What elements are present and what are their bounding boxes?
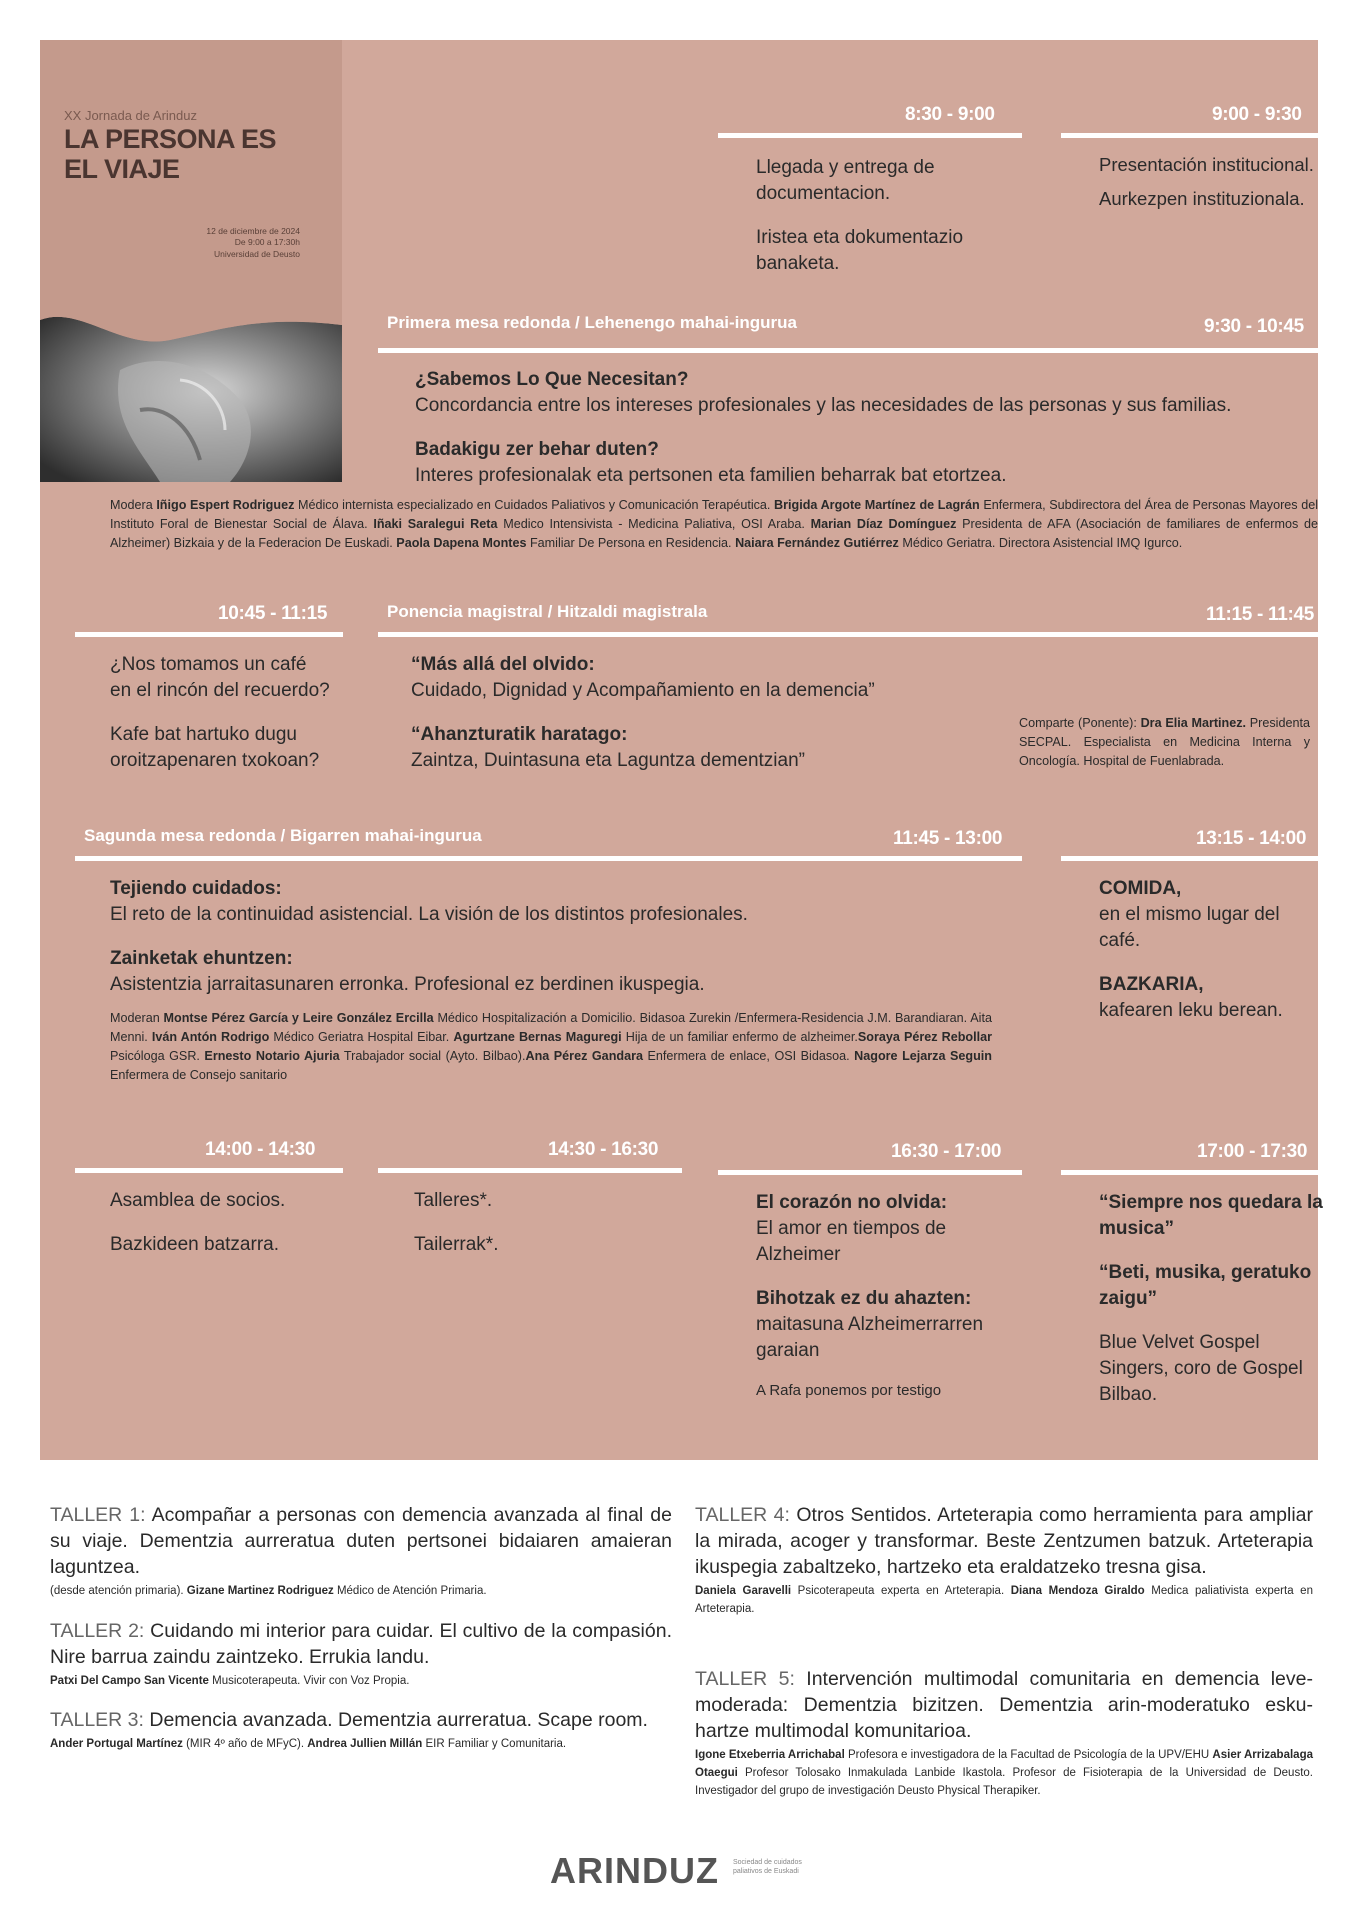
cover-kicker: XX Jornada de Arinduz <box>64 108 197 123</box>
s2-eu: Aurkezpen instituzionala. <box>1099 188 1305 209</box>
time-s10: 16:30 - 17:00 <box>891 1141 1002 1162</box>
s9-body: Talleres*. Tailerrak*. <box>414 1190 499 1255</box>
participant-role: Familiar De Persona en Residencia. <box>526 536 736 550</box>
s5-header: Ponencia magistral / Hitzaldi magistrala <box>387 602 708 621</box>
s3-desc-es: Concordancia entre los intereses profesionales y las necesidades de las personas y sus familias. <box>415 395 1232 416</box>
divider-s10 <box>718 1170 1022 1175</box>
cover-meta: 12 de diciembre de 2024 De 9:00 a 17:30h Universidad de Deusto <box>206 226 300 259</box>
participant-role: Enfermera, Subdirectora del Área de Personas Mayores del Instituto Foral de Bienestar Social de Álava. <box>110 498 1318 531</box>
cover-card <box>40 40 342 482</box>
participant-role: Enfermera de Consejo sanitario <box>110 1068 288 1082</box>
participant-role: Trabajador social (Ayto. Bilbao). <box>339 1049 526 1063</box>
participant-role: Médico Geriatra Hospital Eibar. <box>269 1030 454 1044</box>
divider-s1 <box>718 133 1022 138</box>
participant-name: Ana Pérez Gandara <box>525 1049 643 1063</box>
participant-prefix: Modera <box>110 498 157 512</box>
time-s8: 14:00 - 14:30 <box>205 1139 316 1160</box>
s3-desc-eu: Interes profesionalak eta pertsonen eta familien beharrak bat etortzea. <box>415 465 1007 486</box>
divider-s4 <box>75 632 343 637</box>
participant-name: Soraya Pérez Rebollar <box>857 1030 992 1044</box>
s1-eu: Iristea eta dokumentazio banaketa. <box>756 227 964 274</box>
s8-body: Asamblea de socios. Bazkideen batzarra. <box>110 1190 286 1255</box>
divider-s11 <box>1061 1170 1318 1175</box>
participant-name: Agurtzane Bernas Maguregi <box>453 1030 622 1044</box>
time-s3: 9:30 - 10:45 <box>1204 316 1304 337</box>
participant-role: Médico Hospitalización a Domicilio. Bidasoa Zurekin /Enfermera-Residencia J.M. Barandiaran. Aita Menni. <box>110 1011 992 1044</box>
participant-name: Nagore Lejarza Seguin <box>854 1049 992 1063</box>
s11-body: “Siempre nos quedara la musica” “Beti, musika, geratuko zaigu” Blue Velvet Gospel Singers, coro de Gospel Bilbao. <box>1099 1192 1323 1405</box>
participant-role: Hija de un familiar enfermo de alzheimer. <box>621 1030 858 1044</box>
taller-4: TALLER 4: Otros Sentidos. Arteterapia como herramienta para ampliar la mirada, acoger y transformar. Beste Zentzumen batzuk. Arteterapia ikuspegia zabaltzeko, hartzeko eta eraldatzeko tresna gisa. Daniela Garavelli Psicoterapeuta experta en Arteterapia. Diana Mendoza Giraldo Medica paliativista experta en Arteterapia. <box>695 1504 1313 1615</box>
s10-body: El corazón no olvida: El amor en tiempos de Alzheimer Bihotzak ez du ahazten: maitasuna Alzheimerrarren garaian A Rafa ponemos por testigo <box>756 1192 984 1399</box>
participant-name: Ernesto Notario Ajuria <box>204 1049 340 1063</box>
participant-role: Médico internista especializado en Cuidados Paliativos y Comunicación Terapéutica. <box>294 498 775 512</box>
time-s1: 8:30 - 9:00 <box>905 104 995 125</box>
taller-1: TALLER 1: Acompañar a personas con demencia avanzada al final de su viaje. Dementzia aurreratua duten pertsonei bidaiaren amaieran laguntzea. (desde atención primaria). Gizane Martinez Rodriguez Médico de Atención Primaria. <box>50 1504 672 1597</box>
participant-name: Montse Pérez García y Leire González Ercilla <box>163 1011 434 1025</box>
time-s7: 13:15 - 14:00 <box>1196 828 1307 849</box>
taller-2: TALLER 2: Cuidando mi interior para cuidar. El cultivo de la compasión. Nire barrua zaindu zaintzeko. Errukia landu. Patxi Del Campo San Vicente Musicoterapeuta. Vivir con Voz Propia. <box>50 1620 672 1687</box>
participant-name: Iñigo Espert Rodriguez <box>156 498 295 512</box>
participant-role: Presidenta de AFA (Asociación de familiares de enfermos de Alzheimer) Bizkaia y de la Federacion De Euskadi. <box>110 517 1319 550</box>
s3-question-es: ¿Sabemos Lo Que Necesitan? <box>415 369 689 390</box>
divider-s2 <box>1061 133 1318 138</box>
s5-body: “Más allá del olvido: Cuidado, Dignidad y Acompañamiento en la demencia” “Ahanzturatik haratago: Zaintza, Duintasuna eta Laguntza dementzian” <box>411 654 875 771</box>
s5-speaker: Comparte (Ponente): Dra Elia Martinez. Presidenta SECPAL. Especialista en Medicina Interna y Oncología. Hospital de Fuenlabrada. <box>1019 716 1310 768</box>
s2-es: Presentación institucional. <box>1099 154 1314 175</box>
s3-question-eu: Badakigu zer behar duten? <box>415 439 659 460</box>
participant-name: Iñaki Saralegui Reta <box>373 517 498 531</box>
s3-header: Primera mesa redonda / Lehenengo mahai-ingurua <box>387 313 797 332</box>
divider-s6 <box>75 856 1022 861</box>
participant-role: Médico Geriatra. Directora Asistencial IMQ Igurco. <box>898 536 1183 550</box>
participant-prefix: Moderan <box>110 1011 164 1025</box>
arinduz-logo: ARINDUZ <box>550 1850 719 1891</box>
s1-es: Llegada y entrega de documentacion. <box>756 157 935 204</box>
cover-photo <box>40 310 342 482</box>
divider-s8 <box>75 1168 343 1173</box>
logo-subtitle: Sociedad de cuidados paliativos de Euskadi <box>733 1859 802 1875</box>
time-s6: 11:45 - 13:00 <box>893 828 1003 849</box>
time-s5: 11:15 - 11:45 <box>1206 604 1315 625</box>
time-s11: 17:00 - 17:30 <box>1197 1141 1308 1162</box>
time-s4: 10:45 - 11:15 <box>218 603 328 624</box>
participant-role: Psicóloga GSR. <box>110 1049 205 1063</box>
participant-name: Naiara Fernández Gutiérrez <box>735 536 899 550</box>
time-s2: 9:00 - 9:30 <box>1212 104 1302 125</box>
s3-participants <box>110 496 1318 553</box>
participant-name: Paola Dapena Montes <box>396 536 527 550</box>
s7-body: COMIDA, en el mismo lugar del café. BAZKARIA, kafearen leku berean. <box>1099 878 1283 1021</box>
s4-body: ¿Nos tomamos un café en el rincón del recuerdo? Kafe bat hartuko dugu oroitzapenaren txokoan? <box>110 654 330 771</box>
participant-name: Marian Díaz Domínguez <box>810 517 957 531</box>
s6-participants <box>110 1009 992 1085</box>
participant-role: Enfermera de enlace, OSI Bidasoa. <box>642 1049 855 1063</box>
participant-name: Iván Antón Rodrigo <box>151 1030 270 1044</box>
divider-s5 <box>378 632 1318 637</box>
divider-s9 <box>378 1168 682 1173</box>
s3-body <box>415 367 1315 489</box>
participant-name: Brigida Argote Martínez de Lagrán <box>774 498 980 512</box>
divider-s7 <box>1061 856 1318 861</box>
cover-title: LA PERSONA ES EL VIAJE <box>64 124 277 185</box>
divider-s3 <box>378 348 1318 353</box>
taller-5: TALLER 5: Intervención multimodal comunitaria en demencia leve-moderada: Dementzia bizitzen. Dementzia arin-moderatuko esku-hartze multimodal komunitarioa. Igone Etxeberria Arrichabal Profesora e investigadora de la Facultad de Psicología de la UPV/EHU Asier Arrizabalaga Otaegui Profesor Tolosako Inmakulada Lanbide Ikastola. Profesor de Fisioterapia de la Universidad de Deusto. Investigador del grupo de investigación Deusto Physical Therapiker. <box>695 1668 1313 1797</box>
participant-role: Medico Intensivista - Medicina Paliativa, OSI Araba. <box>497 517 811 531</box>
s6-header: Sagunda mesa redonda / Bigarren mahai-ingurua <box>84 826 482 845</box>
time-s9: 14:30 - 16:30 <box>548 1139 659 1160</box>
s6-body: Tejiendo cuidados: El reto de la continuidad asistencial. La visión de los distintos profesionales. Zainketak ehuntzen: Asistentzia jarraitasunaren erronka. Profesional ez berdinen ikuspegia. <box>110 878 748 995</box>
taller-3: TALLER 3: Demencia avanzada. Dementzia aurreratua. Scape room. Ander Portugal Martínez (MIR 4º año de MFyC). Andrea Jullien Millán EIR Familiar y Comunitaria. <box>50 1709 648 1750</box>
s1-body <box>756 155 1016 295</box>
s2-body <box>1099 153 1324 229</box>
